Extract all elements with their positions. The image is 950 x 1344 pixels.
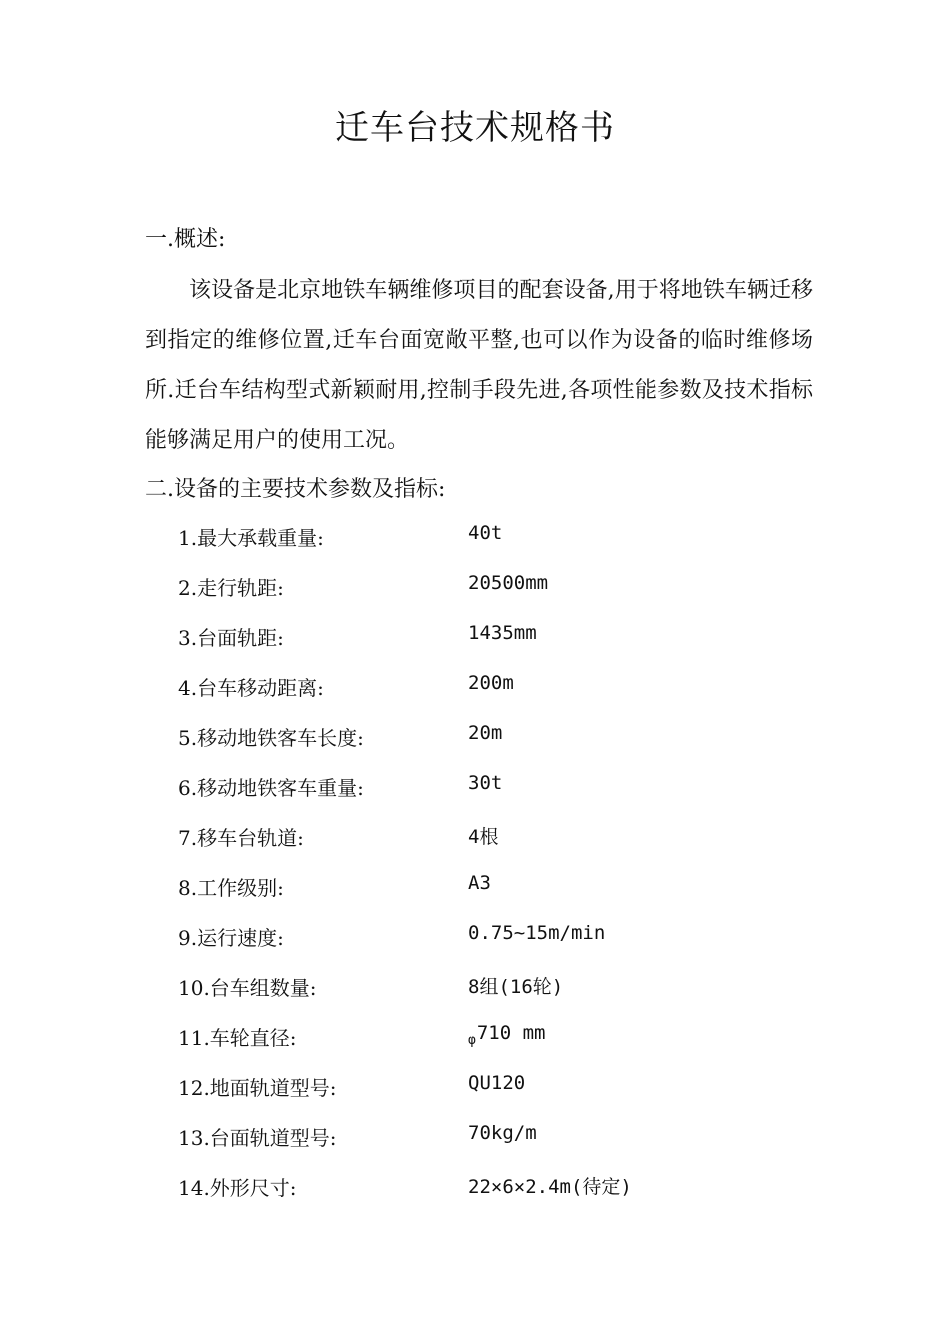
spec-row <box>178 960 778 1010</box>
section-heading-overview: 一.概述: <box>145 227 226 252</box>
spec-value: 4根 <box>468 826 499 848</box>
spec-label: 11.车轮直径: <box>178 1026 297 1050</box>
section-heading-specs: 二.设备的主要技术参数及指标: <box>145 477 446 502</box>
spec-label: 7.移车台轨道: <box>178 826 304 850</box>
spec-label: 1.最大承载重量: <box>178 526 324 550</box>
spec-label: 14.外形尺寸: <box>178 1176 297 1200</box>
spec-value: A3 <box>468 872 491 894</box>
spec-value: 40t <box>468 522 503 544</box>
spec-row <box>178 1060 778 1110</box>
spec-label: 9.运行速度: <box>178 926 284 950</box>
spec-value: QU120 <box>468 1072 526 1094</box>
spec-row <box>178 760 778 810</box>
spec-label: 5.移动地铁客车长度: <box>178 726 364 750</box>
spec-row <box>178 1010 778 1060</box>
spec-value-diameter <box>468 1022 546 1048</box>
spec-value: 30t <box>468 772 503 794</box>
spec-value: 70kg/m <box>468 1122 537 1144</box>
spec-row <box>178 910 778 960</box>
spec-row <box>178 510 778 560</box>
spec-row <box>178 710 778 760</box>
spec-label: 8.工作级别: <box>178 876 284 900</box>
spec-value: 200m <box>468 672 514 694</box>
spec-row <box>178 560 778 610</box>
spec-value: 710 mm <box>476 1022 546 1044</box>
spec-value: 0.75~15m/min <box>468 922 606 944</box>
spec-label: 3.台面轨距: <box>178 626 284 650</box>
spec-label: 10.台车组数量: <box>178 976 317 1000</box>
spec-row <box>178 610 778 660</box>
spec-row <box>178 1160 778 1210</box>
spec-row <box>178 660 778 710</box>
spec-row <box>178 860 778 910</box>
spec-value: 8组(16轮) <box>468 976 564 998</box>
spec-label: 13.台面轨道型号: <box>178 1126 337 1150</box>
spec-list <box>178 510 778 1210</box>
spec-row <box>178 810 778 860</box>
diameter-symbol: φ <box>468 1033 476 1048</box>
spec-label: 4.台车移动距离: <box>178 676 324 700</box>
spec-label: 6.移动地铁客车重量: <box>178 776 364 800</box>
spec-value: 1435mm <box>468 622 537 644</box>
document-title: 迁车台技术规格书 <box>335 108 615 148</box>
spec-row <box>178 1110 778 1160</box>
spec-label: 12.地面轨道型号: <box>178 1076 337 1100</box>
spec-value: 20m <box>468 722 503 744</box>
spec-label: 2.走行轨距: <box>178 576 284 600</box>
spec-value: 22×6×2.4m(待定) <box>468 1176 632 1198</box>
overview-paragraph: 该设备是北京地铁车辆维修项目的配套设备,用于将地铁车辆迁移到指定的维修位置,迁车台面宽敞平整,也可以作为设备的临时维修场所.迁台车结构型式新颖耐用,控制手段先进,各项性能参数及技术指标能够满足用户的使用工况。 <box>145 278 813 453</box>
spec-value: 20500mm <box>468 572 549 594</box>
